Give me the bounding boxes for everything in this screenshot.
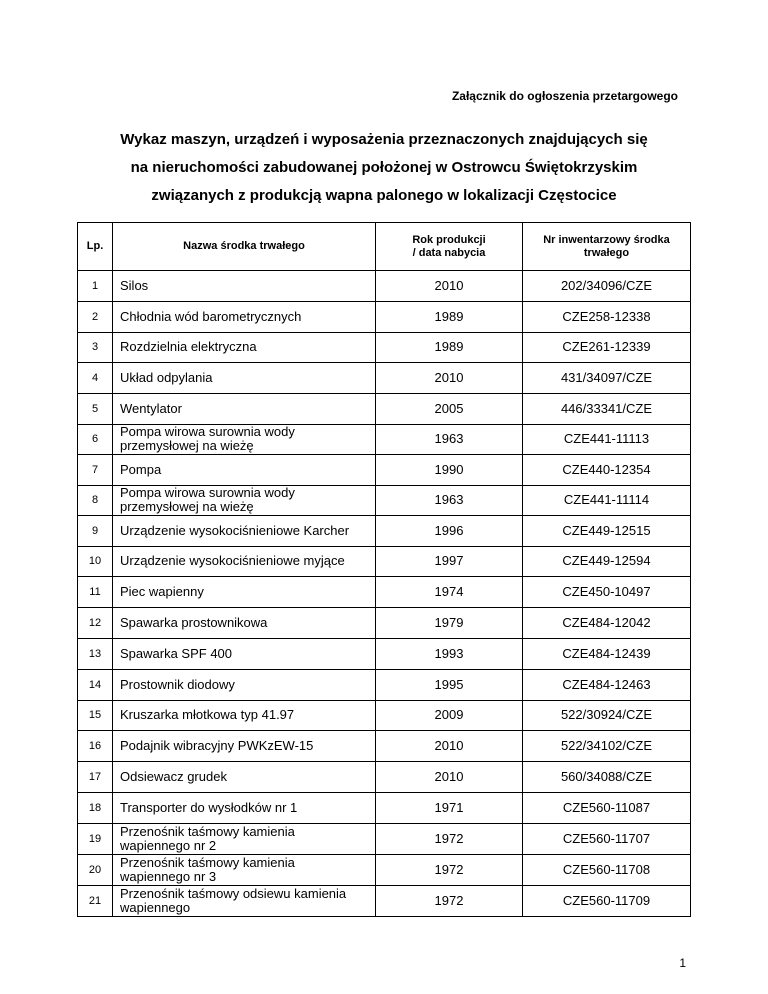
- header-inventory-line: trwałego: [583, 246, 630, 259]
- cell-lp: 18: [78, 792, 113, 823]
- cell-name: Prostownik diodowy: [113, 669, 376, 700]
- cell-name: Wentylator: [113, 394, 376, 425]
- cell-year: 1989: [376, 332, 523, 363]
- cell-year: 1972: [376, 885, 523, 916]
- cell-name: [113, 485, 376, 515]
- cell-year: 1972: [376, 823, 523, 854]
- cell-lp: 4: [78, 363, 113, 394]
- cell-year: 1995: [376, 669, 523, 700]
- cell-inventory: CZE449-12594: [523, 546, 691, 577]
- header-inventory-line: Nr inwentarzowy środka: [543, 233, 670, 246]
- cell-name: Piec wapienny: [113, 577, 376, 608]
- cell-year: 2009: [376, 700, 523, 731]
- cell-name: Spawarka prostownikowa: [113, 608, 376, 639]
- cell-year: 2010: [376, 271, 523, 302]
- table-row: [78, 546, 691, 577]
- cell-year: 1963: [376, 424, 523, 454]
- header-year: [376, 223, 523, 271]
- cell-name: [113, 885, 376, 916]
- cell-name: Silos: [113, 271, 376, 302]
- cell-lp: 8: [78, 485, 113, 515]
- table-row: [78, 515, 691, 546]
- cell-name: Chłodnia wód barometrycznych: [113, 301, 376, 332]
- cell-inventory: CZE258-12338: [523, 301, 691, 332]
- cell-lp: 7: [78, 454, 113, 485]
- cell-year: 1997: [376, 546, 523, 577]
- document-title: [60, 126, 708, 210]
- cell-name: Pompa: [113, 454, 376, 485]
- cell-name-line: Pompa wirowa surownia wody: [120, 424, 295, 440]
- cell-year: 1974: [376, 577, 523, 608]
- table-row: [78, 885, 691, 916]
- cell-inventory: CZE449-12515: [523, 515, 691, 546]
- title-line: Wykaz maszyn, urządzeń i wyposażenia przeznaczonych znajdujących się: [120, 131, 648, 148]
- cell-lp: 2: [78, 301, 113, 332]
- cell-lp: 21: [78, 885, 113, 916]
- cell-lp: 10: [78, 546, 113, 577]
- table-row: [78, 577, 691, 608]
- cell-name: Kruszarka młotkowa typ 41.97: [113, 700, 376, 731]
- header-year-line: Rok produkcji: [412, 233, 486, 246]
- page-number: 1: [679, 956, 686, 970]
- header-inventory: [523, 223, 691, 271]
- cell-year: 1972: [376, 854, 523, 885]
- table-row: [78, 731, 691, 762]
- cell-lp: 3: [78, 332, 113, 363]
- cell-inventory: CZE560-11087: [523, 792, 691, 823]
- cell-inventory: 522/30924/CZE: [523, 700, 691, 731]
- cell-year: 1963: [376, 485, 523, 515]
- cell-inventory: CZE441-11113: [523, 424, 691, 454]
- table-row: [78, 762, 691, 793]
- table-row: [78, 332, 691, 363]
- cell-lp: 11: [78, 577, 113, 608]
- cell-year: 2010: [376, 762, 523, 793]
- table-row: [78, 424, 691, 454]
- table-row: [78, 363, 691, 394]
- cell-lp: 15: [78, 700, 113, 731]
- table-row: [78, 854, 691, 885]
- cell-lp: 5: [78, 394, 113, 425]
- header-name: Nazwa środka trwałego: [113, 223, 376, 271]
- table-row: [78, 485, 691, 515]
- cell-year: 2010: [376, 363, 523, 394]
- cell-year: 1979: [376, 608, 523, 639]
- cell-lp: 13: [78, 638, 113, 669]
- cell-lp: 19: [78, 823, 113, 854]
- cell-name: Urządzenie wysokociśnieniowe Karcher: [113, 515, 376, 546]
- cell-name: Rozdzielnia elektryczna: [113, 332, 376, 363]
- cell-inventory: 560/34088/CZE: [523, 762, 691, 793]
- cell-name: [113, 424, 376, 454]
- cell-year: 1971: [376, 792, 523, 823]
- cell-inventory: 202/34096/CZE: [523, 271, 691, 302]
- cell-name-line: wapiennego nr 2: [120, 837, 217, 853]
- cell-inventory: CZE440-12354: [523, 454, 691, 485]
- annex-label: Załącznik do ogłoszenia przetargowego: [451, 89, 678, 103]
- title-line: związanych z produkcją wapna palonego w lokalizacji Częstocice: [151, 187, 617, 204]
- title-line: na nieruchomości zabudowanej położonej w Ostrowcu Świętokrzyskim: [130, 159, 638, 176]
- table-header-row: [78, 223, 691, 271]
- table-row: [78, 271, 691, 302]
- cell-year: 1989: [376, 301, 523, 332]
- cell-lp: 16: [78, 731, 113, 762]
- cell-inventory: 431/34097/CZE: [523, 363, 691, 394]
- cell-inventory: 446/33341/CZE: [523, 394, 691, 425]
- cell-inventory: CZE484-12463: [523, 669, 691, 700]
- cell-name-line: przemysłowej na wieżę: [120, 499, 254, 515]
- table-row: [78, 700, 691, 731]
- table-row: [78, 638, 691, 669]
- cell-lp: 9: [78, 515, 113, 546]
- table-row: [78, 823, 691, 854]
- cell-year: 1993: [376, 638, 523, 669]
- cell-lp: 17: [78, 762, 113, 793]
- cell-year: 1990: [376, 454, 523, 485]
- cell-name: [113, 854, 376, 885]
- cell-name-line: Przenośnik taśmowy kamienia: [120, 854, 295, 870]
- table-row: [78, 669, 691, 700]
- cell-name: [113, 823, 376, 854]
- table-row: [78, 454, 691, 485]
- cell-inventory: CZE484-12439: [523, 638, 691, 669]
- table-row: [78, 608, 691, 639]
- cell-year: 2005: [376, 394, 523, 425]
- cell-inventory: CZE560-11709: [523, 885, 691, 916]
- cell-name-line: wapiennego nr 3: [120, 868, 217, 884]
- cell-name-line: Pompa wirowa surownia wody: [120, 485, 295, 501]
- cell-name: Odsiewacz grudek: [113, 762, 376, 793]
- cell-name-line: wapiennego: [120, 899, 191, 915]
- cell-year: 1996: [376, 515, 523, 546]
- cell-inventory: 522/34102/CZE: [523, 731, 691, 762]
- cell-name: Układ odpylania: [113, 363, 376, 394]
- table-row: [78, 301, 691, 332]
- cell-lp: 12: [78, 608, 113, 639]
- header-lp: Lp.: [78, 223, 113, 271]
- cell-year: 2010: [376, 731, 523, 762]
- cell-name: Transporter do wysłodków nr 1: [113, 792, 376, 823]
- cell-name-line: Przenośnik taśmowy odsiewu kamienia: [120, 885, 347, 901]
- cell-inventory: CZE261-12339: [523, 332, 691, 363]
- cell-lp: 14: [78, 669, 113, 700]
- header-year-line: / data nabycia: [412, 246, 486, 259]
- cell-name: Podajnik wibracyjny PWKzEW-15: [113, 731, 376, 762]
- cell-lp: 6: [78, 424, 113, 454]
- table-row: [78, 792, 691, 823]
- cell-inventory: CZE560-11707: [523, 823, 691, 854]
- cell-inventory: CZE484-12042: [523, 608, 691, 639]
- cell-inventory: CZE441-11114: [523, 485, 691, 515]
- cell-name-line: przemysłowej na wieżę: [120, 438, 254, 454]
- table-row: [78, 394, 691, 425]
- assets-table: [77, 222, 691, 917]
- cell-name: Urządzenie wysokociśnieniowe myjące: [113, 546, 376, 577]
- cell-inventory: CZE450-10497: [523, 577, 691, 608]
- cell-inventory: CZE560-11708: [523, 854, 691, 885]
- cell-name: Spawarka SPF 400: [113, 638, 376, 669]
- cell-name-line: Przenośnik taśmowy kamienia: [120, 823, 295, 839]
- cell-lp: 1: [78, 271, 113, 302]
- cell-lp: 20: [78, 854, 113, 885]
